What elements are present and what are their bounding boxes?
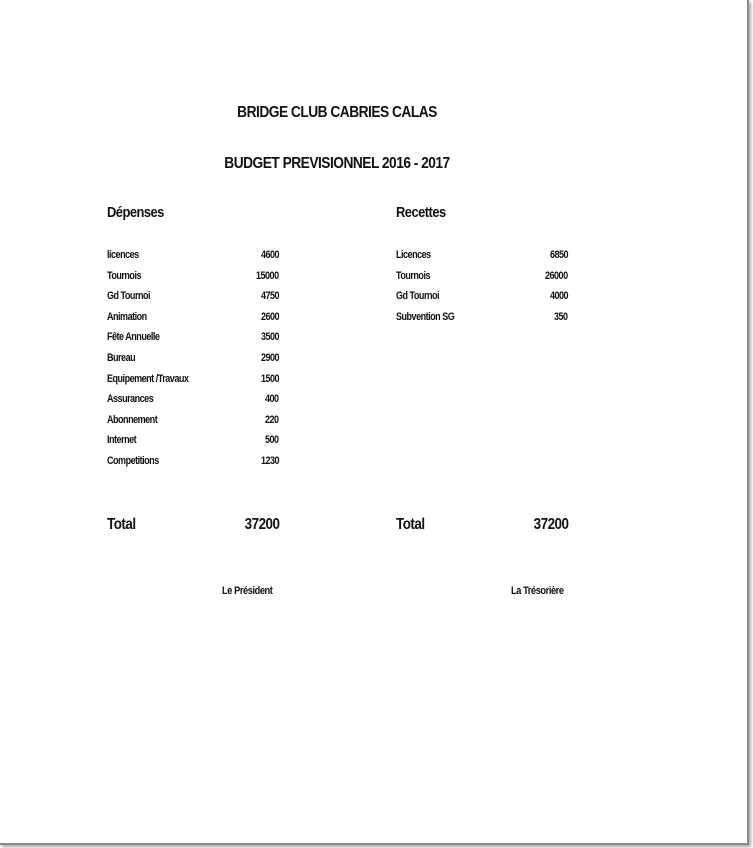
depense-value: 2600 (260, 310, 279, 323)
depense-row (107, 290, 279, 311)
recettes-total-value: 37200 (533, 516, 568, 533)
recettes-heading: Recettes (396, 204, 446, 221)
depenses-list (107, 249, 279, 476)
recette-row (396, 311, 568, 332)
depenses-heading: Dépenses (107, 204, 164, 221)
document-subtitle: BUDGET PREVISIONNEL 2016 - 2017 (224, 155, 450, 172)
tresoriere-signature-label: La Trésorière (511, 585, 564, 597)
depense-row (107, 270, 279, 291)
depense-label: Equipement /Travaux (107, 372, 189, 385)
depenses-total (107, 516, 279, 538)
recettes-total-label: Total (396, 516, 425, 533)
depense-value: 15000 (256, 269, 279, 282)
depense-value: 1500 (260, 372, 279, 385)
depense-label: Tournois (107, 269, 141, 282)
depense-value: 3500 (260, 331, 279, 344)
recette-value: 26000 (545, 269, 568, 282)
recette-label: Subvention SG (396, 310, 455, 323)
recettes-total (396, 516, 568, 538)
recette-label: Tournois (396, 269, 430, 282)
recette-label: Gd Tournoi (396, 290, 440, 303)
recette-row (396, 270, 568, 291)
recette-value: 350 (554, 310, 568, 323)
recette-row (396, 290, 568, 311)
document-title: BRIDGE CLUB CABRIES CALAS (237, 104, 437, 121)
depense-row (107, 373, 279, 394)
depense-label: Fête Annuelle (107, 331, 160, 344)
president-signature-label: Le Président (222, 585, 273, 597)
depense-label: Abonnement (107, 413, 158, 426)
depense-row (107, 352, 279, 373)
depense-value: 4600 (260, 249, 279, 261)
depense-value: 220 (265, 413, 279, 426)
depense-label: Internet (107, 434, 137, 447)
recettes-list (396, 249, 568, 331)
depense-value: 500 (265, 434, 279, 447)
depense-value: 400 (265, 393, 279, 406)
depenses-total-label: Total (107, 516, 136, 533)
depense-label: Competitions (107, 454, 159, 467)
depense-row (107, 414, 279, 435)
depense-label: licences (107, 249, 139, 261)
depense-value: 1230 (260, 454, 279, 467)
depense-row (107, 249, 279, 270)
depense-row (107, 393, 279, 414)
depense-row (107, 455, 279, 476)
depense-row (107, 331, 279, 352)
recette-row (396, 249, 568, 270)
depenses-total-value: 37200 (244, 516, 279, 533)
depense-label: Bureau (107, 351, 136, 364)
depense-label: Animation (107, 310, 147, 323)
recette-value: 4000 (549, 290, 568, 303)
depense-value: 4750 (260, 290, 279, 303)
depense-row (107, 311, 279, 332)
recette-label: Licences (396, 249, 431, 261)
depense-value: 2900 (260, 351, 279, 364)
depense-label: Gd Tournoi (107, 290, 151, 303)
recette-value: 6850 (549, 249, 568, 261)
depense-row (107, 434, 279, 455)
depense-label: Assurances (107, 393, 154, 406)
